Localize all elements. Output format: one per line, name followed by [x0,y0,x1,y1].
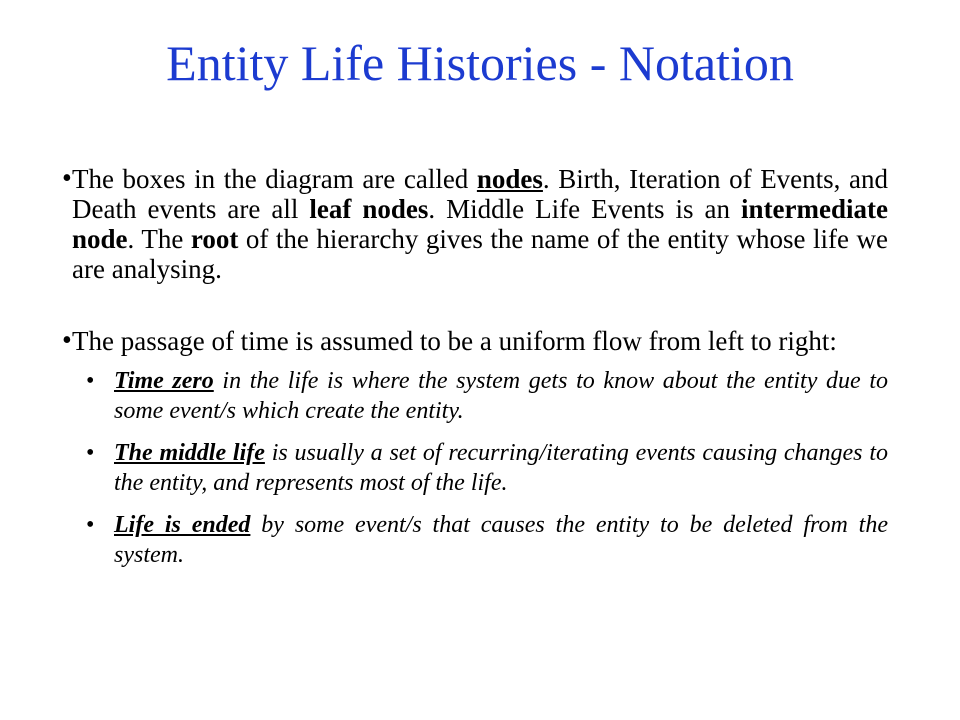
sub-bullet-dot: • [86,440,95,466]
sub-bullet-dot: • [86,512,95,538]
sub-bullet-time-zero: • Time zero in the life is where the system gets to know about the entity due to some event/s which create the entity. [86,368,889,424]
term-root: root [190,224,239,254]
term-nodes: nodes [476,164,543,194]
bullet-dot: • [62,163,72,194]
bullet-list [62,164,888,570]
term-time-zero: Time zero [114,368,214,394]
sub-bullet-middle-life: • The middle life is usually a set of recurring/iterating events causing changes to the entity, and represents most of the life. [86,440,888,496]
term-life-ended: Life is ended [114,512,251,538]
slide-title: Entity Life Histories - Notation [166,35,794,91]
term-middle-life: The middle life [114,440,265,466]
bullet-dot: • [62,325,72,356]
sub-bullet-dot: • [86,368,95,394]
bullet-nodes [62,164,888,284]
term-intermediate-node: intermediate node [72,194,888,254]
bullet-time [62,326,888,356]
bullet-nodes-text: The boxes in the diagram are called nodes. Birth, Iteration of Events, and Death events are all leaf nodes. Middle Life Events is an intermediate node. The root of the hierarchy gives the name of the entity whose life we are analysing. [72,164,888,284]
sub-bullet-life-ended: • Life is ended by some event/s that causes the entity to be deleted from the system. [86,512,888,568]
term-leaf-nodes: leaf nodes [309,194,429,224]
bullet-time-text: The passage of time is assumed to be a uniform flow from left to right: [72,326,837,356]
